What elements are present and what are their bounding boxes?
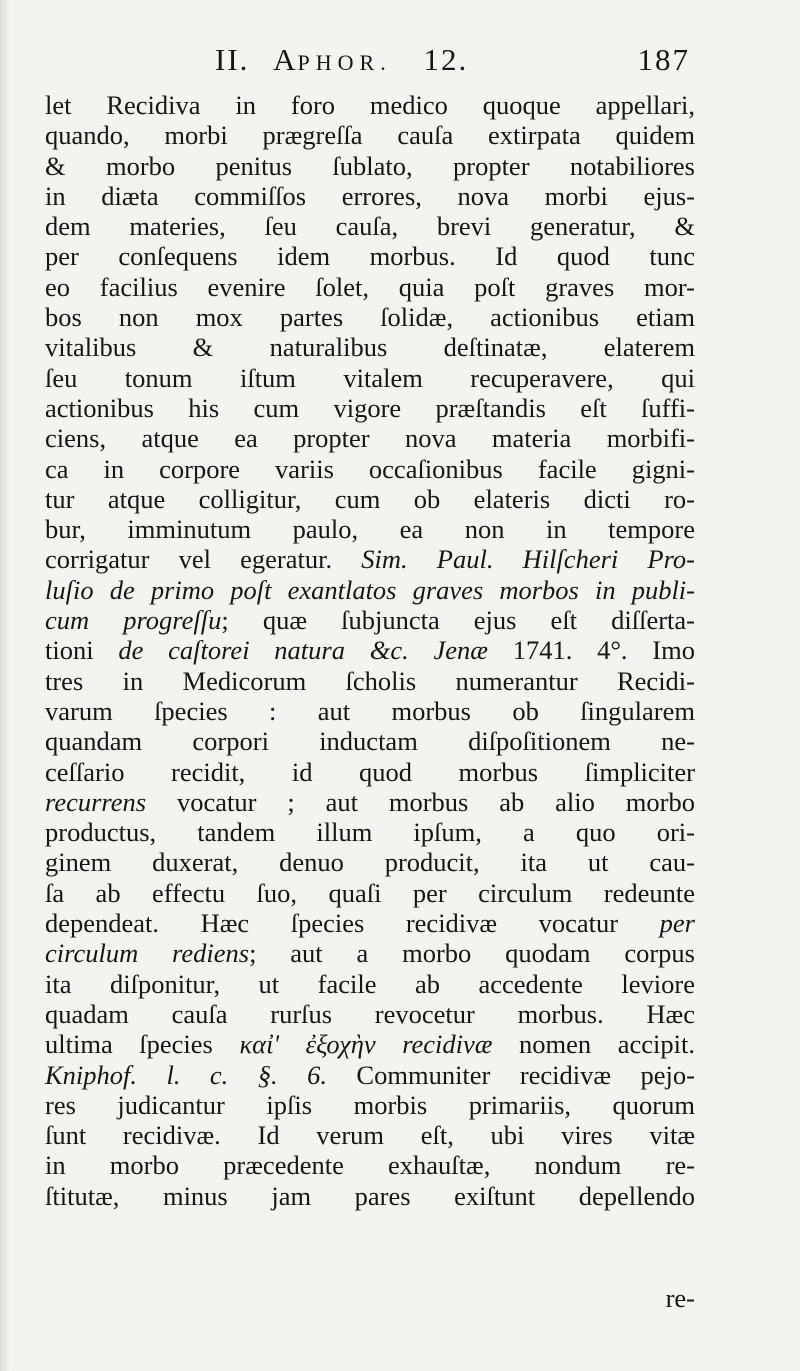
text-segment: ſunt recidivæ. Id verum eſt, ubi vires vitæ	[45, 1120, 695, 1151]
chapter-heading	[215, 42, 468, 78]
text-line	[45, 1150, 695, 1180]
text-segment: & morbo penitus ſublato, propter notabiliores	[45, 150, 695, 181]
text-line	[45, 605, 695, 635]
text-line	[45, 211, 695, 241]
text-line	[45, 787, 695, 817]
text-line	[45, 635, 695, 665]
text-segment: bos non mox partes ſolidæ, actionibus etiam	[45, 302, 695, 333]
text-line	[45, 575, 695, 605]
text-line	[45, 999, 695, 1029]
text-segment: ca in corpore variis occaſionibus facile gigni-	[45, 453, 695, 484]
text-line	[45, 666, 695, 696]
text-line	[45, 908, 695, 938]
text-line	[45, 757, 695, 787]
running-header	[50, 40, 690, 80]
text-line	[45, 120, 695, 150]
italic-citation: per	[659, 908, 695, 939]
page-edge-shadow	[0, 0, 10, 1371]
text-segment: quandam corpori inductam diſpoſitionem ne-	[45, 726, 695, 757]
text-segment: productus, tandem illum ipſum, a quo ori-	[45, 817, 695, 848]
text-segment: ceſſario recidit, id quod morbus ſimpliciter	[45, 756, 695, 787]
text-line	[45, 847, 695, 877]
text-segment: per conſequens idem morbus. Id quod tunc	[45, 241, 695, 272]
text-line	[45, 363, 695, 393]
text-line	[45, 544, 695, 574]
text-line	[45, 484, 695, 514]
text-segment: tur atque colligitur, cum ob elateris dicti ro-	[45, 483, 695, 514]
text-line	[45, 1120, 695, 1150]
italic-citation: Sim. Paul. Hilſcheri Pro-	[361, 544, 695, 575]
italic-citation: recurrens	[45, 786, 147, 817]
text-segment: bur, imminutum paulo, ea non in tempore	[45, 514, 695, 545]
text-segment: ſa ab effectu ſuo, quaſi per circulum redeunte	[45, 877, 695, 908]
text-segment: in diæta commiſſos errores, nova morbi ejus-	[45, 180, 695, 211]
text-segment: varum ſpecies : aut morbus ob ſingularem	[45, 695, 695, 726]
text-line	[45, 90, 695, 120]
italic-citation: circulum rediens	[45, 938, 250, 969]
italic-citation: de caſtorei natura &c. Jenæ	[118, 635, 488, 666]
text-segment: ſtitutæ, minus jam pares exiſtunt depellendo	[45, 1180, 695, 1211]
text-segment: quando, morbi prægreſſa cauſa extirpata quidem	[45, 120, 695, 151]
text-segment: vitalibus & naturalibus deſtinatæ, elaterem	[45, 332, 695, 363]
italic-citation: Kniphof. l. c. §. 6.	[45, 1059, 327, 1090]
italic-citation: luſio de primo poſt exantlatos graves morbos in publi-	[45, 574, 695, 605]
text-segment: vocatur ; aut morbus ab alio morbo	[146, 786, 695, 817]
text-segment: ſeu tonum iſtum vitalem recuperavere, qui	[45, 362, 695, 393]
text-line	[45, 181, 695, 211]
text-segment: in morbo præcedente exhauſtæ, nondum re-	[45, 1150, 695, 1181]
text-line	[45, 454, 695, 484]
text-segment: tres in Medicorum ſcholis numerantur Recidi-	[45, 665, 695, 696]
text-segment: ginem duxerat, denuo producit, ita ut cau-	[45, 847, 695, 878]
text-line	[45, 969, 695, 999]
text-segment: actionibus his cum vigore præſtandis eſt ſuffi-	[45, 392, 695, 423]
text-line	[45, 151, 695, 181]
text-segment: corrigatur vel egeratur.	[45, 544, 362, 575]
text-line	[45, 1029, 695, 1059]
page-number: 187	[637, 42, 690, 77]
italic-citation: cum progreſſu	[45, 605, 222, 636]
text-line	[45, 272, 695, 302]
aphor-small-caps: PHOR.	[297, 50, 392, 75]
text-segment: dem materies, ſeu cauſa, brevi generatur, &	[45, 211, 695, 242]
text-segment: res judicantur ipſis morbis primariis, quorum	[45, 1089, 695, 1120]
text-segment: nomen accipit.	[492, 1029, 696, 1060]
aphorism-number: 12.	[423, 42, 469, 77]
text-segment: ciens, atque ea propter nova materia morbifi-	[45, 423, 695, 454]
text-line	[45, 302, 695, 332]
text-line	[45, 332, 695, 362]
text-line	[45, 1181, 695, 1211]
text-line	[45, 423, 695, 453]
text-line	[45, 938, 695, 968]
text-line	[45, 878, 695, 908]
text-line	[45, 817, 695, 847]
text-segment: quadam cauſa rurſus revocetur morbus. Hæc	[45, 998, 695, 1029]
text-segment: ; aut a morbo quodam corpus	[249, 938, 695, 969]
text-segment: dependeat. Hæc ſpecies recidivæ vocatur	[45, 908, 660, 939]
text-line	[45, 726, 695, 756]
text-segment: ; quæ ſubjuncta ejus eſt diſſerta-	[221, 605, 696, 636]
text-segment: ultima ſpecies	[45, 1029, 240, 1060]
text-line	[45, 514, 695, 544]
aphor-capital: A	[273, 42, 298, 77]
catchword: re-	[665, 1283, 695, 1313]
text-segment: 1741. 4°. Imo	[487, 635, 695, 666]
chapter-number: II.	[215, 42, 250, 77]
text-line	[45, 241, 695, 271]
text-line	[45, 1060, 695, 1090]
text-segment: Communiter recidivæ pejo-	[326, 1059, 695, 1090]
text-line	[45, 1090, 695, 1120]
main-text-block	[45, 90, 695, 1211]
text-line	[45, 393, 695, 423]
text-segment: ita diſponitur, ut facile ab accedente leviore	[45, 968, 695, 999]
text-segment: let Recidiva in foro medico quoque appellari,	[45, 90, 695, 120]
text-segment: eo facilius evenire ſolet, quia poſt graves mor-	[45, 271, 695, 302]
text-line	[45, 696, 695, 726]
text-segment: tioni	[45, 635, 119, 666]
italic-citation: καἰ' ἐξοχὴν recidivæ	[239, 1029, 493, 1060]
